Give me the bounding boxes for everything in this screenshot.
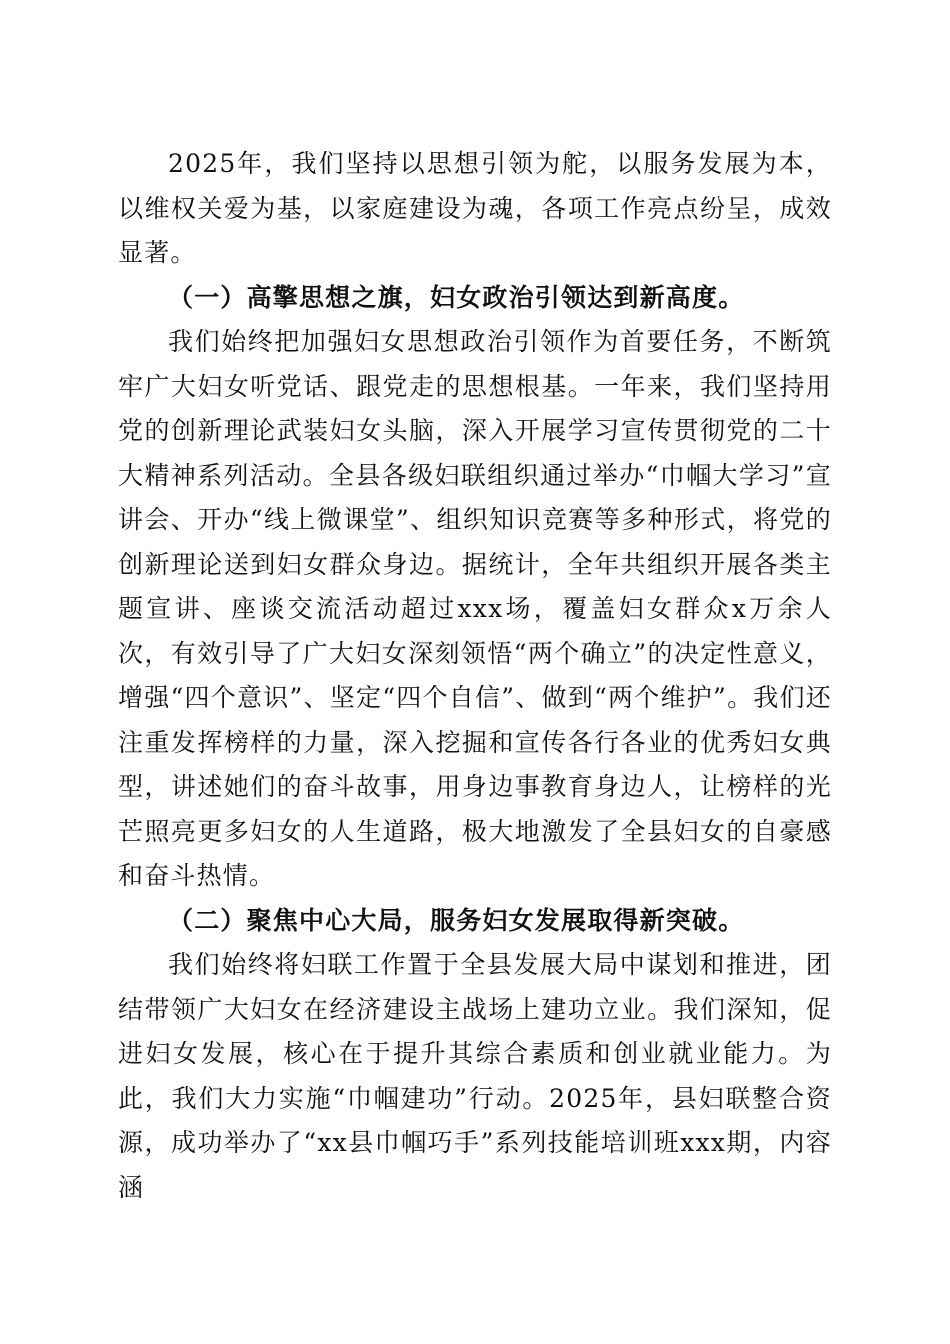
section-heading-2: （二）聚焦中心大局，服务妇女发展取得新突破。 [168, 905, 745, 935]
section-1-paragraph: 我们始终把加强妇女思想政治引领作为首要任务，不断筑牢广大妇女听党话、跟党走的思想根基。一年来，我们坚持用党的创新理论武装妇女头脑，深入开展学习宣传贯彻党的二十大精神系列活动。全县各级妇联组织通过举办“巾帼大学习”宣讲会、开办“线上微课堂”、组织知识竞赛等多种形式，将党的创新理论送到妇女群众身边。据统计，全年共组织开展各类主题宣讲、座谈交流活动超过xxx场，覆盖妇女群众x万余人次，有效引导了广大妇女深刻领悟“两个确立”的决定性意义，增强“四个意识”、坚定“四个自信”、做到“两个维护”。我们还注重发挥榜样的力量，深入挖掘和宣传各行各业的优秀妇女典型，讲述她们的奋斗故事，用身边事教育身边人，让榜样的光芒照亮更多妇女的人生道路，极大地激发了全县妇女的自豪感和奋斗热情。 [118, 327, 832, 890]
section-heading-1: （一）高擎思想之旗，妇女政治引领达到新高度。 [168, 282, 745, 312]
document-body [118, 142, 832, 1210]
intro-paragraph: 2025年，我们坚持以思想引领为舵，以服务发展为本，以维权关爱为基，以家庭建设为魂，各项工作亮点纷呈，成效显著。 [118, 149, 832, 267]
section-2-paragraph: 我们始终将妇联工作置于全县发展大局中谋划和推进，团结带领广大妇女在经济建设主战场上建功立业。我们深知，促进妇女发展，核心在于提升其综合素质和创业就业能力。为此，我们大力实施“巾帼建功”行动。2025年，县妇联整合资源，成功举办了“xx县巾帼巧手”系列技能培训班xxx期，内容涵 [118, 950, 832, 1202]
